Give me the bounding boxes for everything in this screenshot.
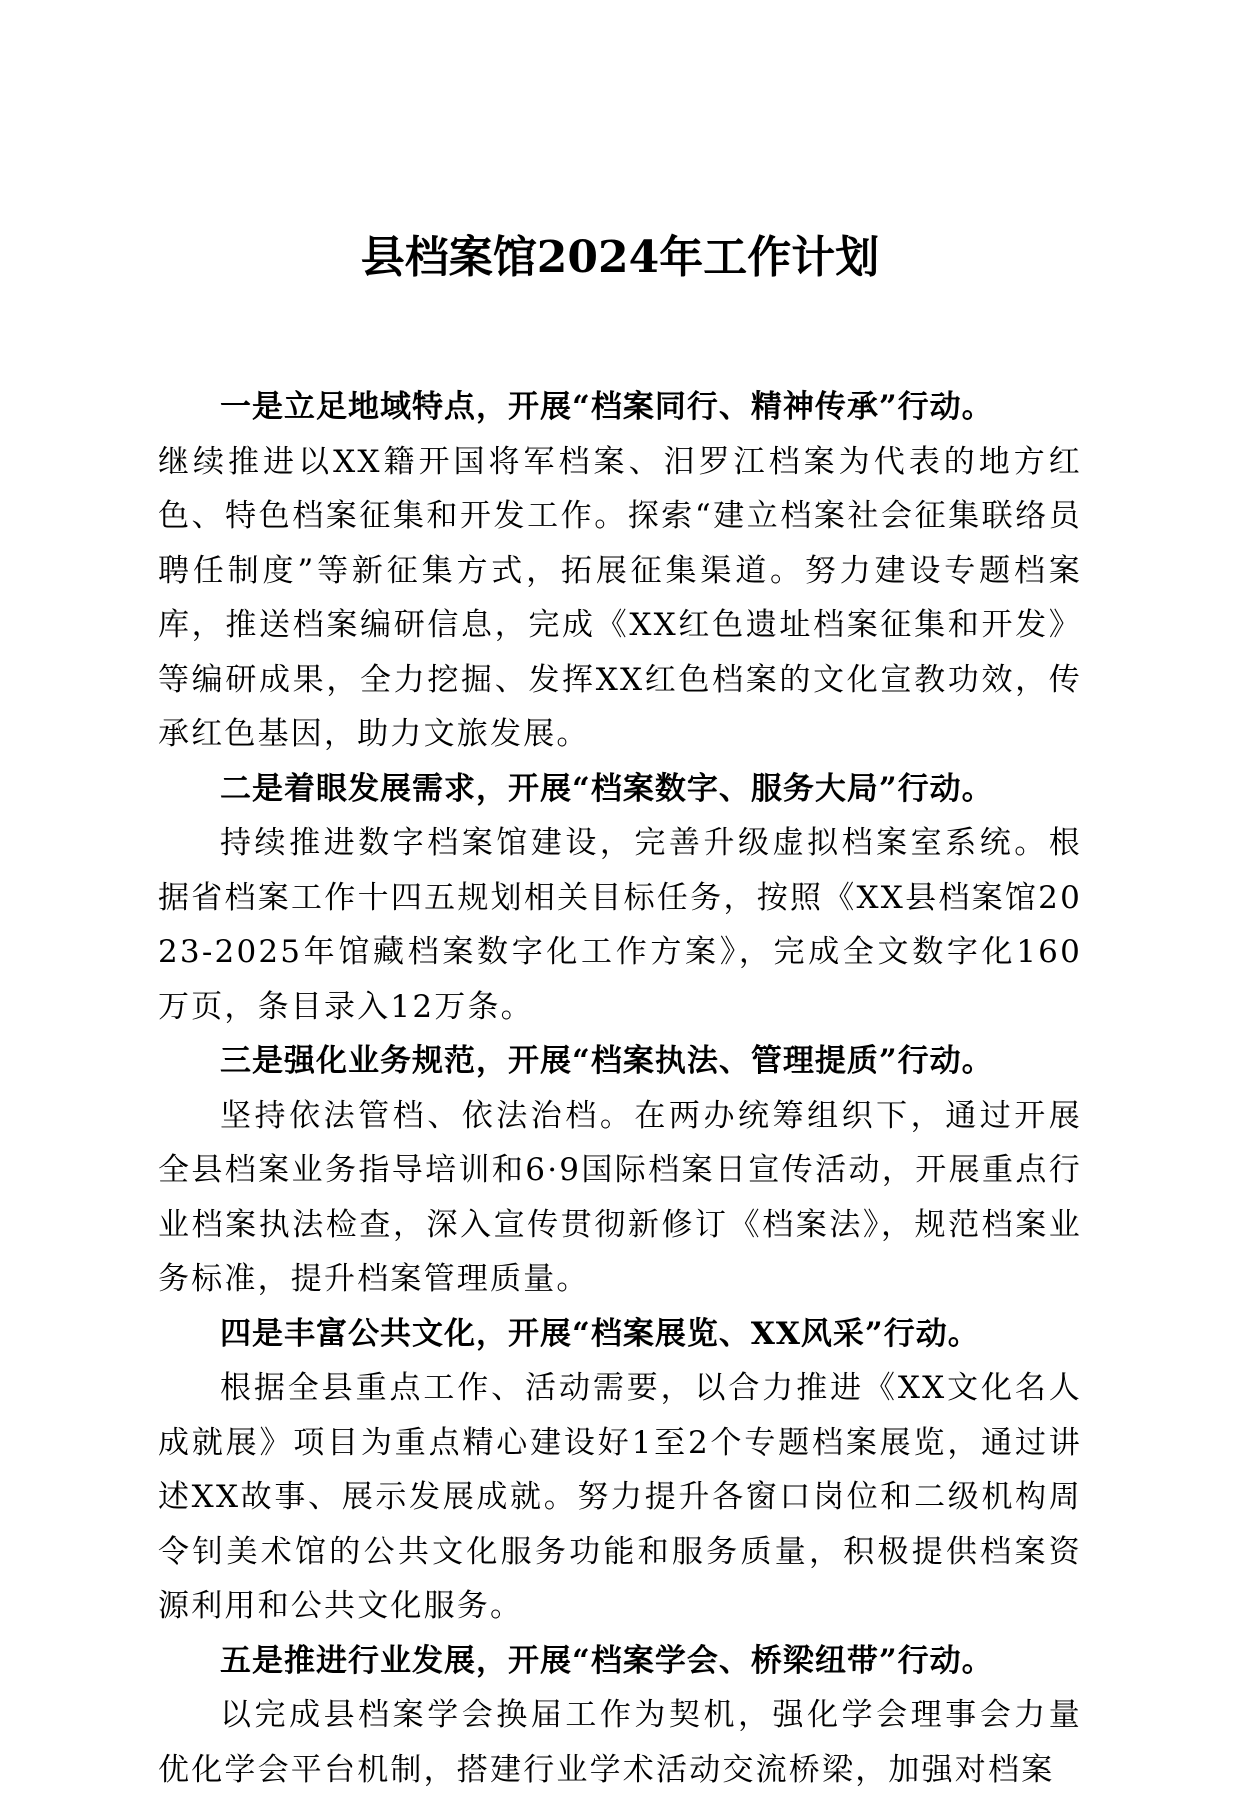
- document-title: 县档案馆2024年工作计划: [360, 232, 880, 283]
- section-body-4: 根据全县重点工作、活动需要，以合力推进《XX文化名人成就展》项目为重点精心建设好1至2个专题档案展览，通过讲述XX故事、展示发展成就。努力提升各窗口岗位和二级机构周令钊美术馆的公共文化服务功能和服务质量，积极提供档案资源利用和公共文化服务。: [158, 1370, 1082, 1624]
- document-body: [158, 380, 1082, 1797]
- section-heading-5: 五是推进行业发展，开展“档案学会、桥梁纽带”行动。: [220, 1642, 994, 1679]
- section-body-2: 持续推进数字档案馆建设，完善升级虚拟档案室系统。根据省档案工作十四五规划相关目标任务，按照《XX县档案馆2023-2025年馆藏档案数字化工作方案》，完成全文数字化160万页，条目录入12万条。: [158, 825, 1082, 1025]
- section-body-5: 以完成县档案学会换届工作为契机，强化学会理事会力量优化学会平台机制，搭建行业学术活动交流桥梁，加强对档案: [158, 1697, 1082, 1788]
- section-heading-4: 四是丰富公共文化，开展“档案展览、XX风采”行动。: [220, 1315, 980, 1352]
- section-body-3: 坚持依法管档、依法治档。在两办统筹组织下，通过开展全县档案业务指导培训和6·9国际档案日宣传活动，开展重点行业档案执法检查，深入宣传贯彻新修订《档案法》，规范档案业务标准，提升档案管理质量。: [158, 1097, 1082, 1297]
- section-heading-1: 一是立足地域特点，开展“档案同行、精神传承”行动。: [220, 389, 994, 425]
- section-heading-2: 二是着眼发展需求，开展“档案数字、服务大局”行动。: [220, 770, 994, 807]
- section-heading-3: 三是强化业务规范，开展“档案执法、管理提质”行动。: [220, 1043, 994, 1079]
- section-body-1: 继续推进以XX籍开国将军档案、汨罗江档案为代表的地方红色、特色档案征集和开发工作。探索“建立档案社会征集联络员聘任制度”等新征集方式，拓展征集渠道。努力建设专题档案库，推送档案编研信息，完成《XX红色遗址档案征集和开发》等编研成果，全力挖掘、发挥XX红色档案的文化宣教功效，传承红色基因，助力文旅发展。: [158, 443, 1082, 752]
